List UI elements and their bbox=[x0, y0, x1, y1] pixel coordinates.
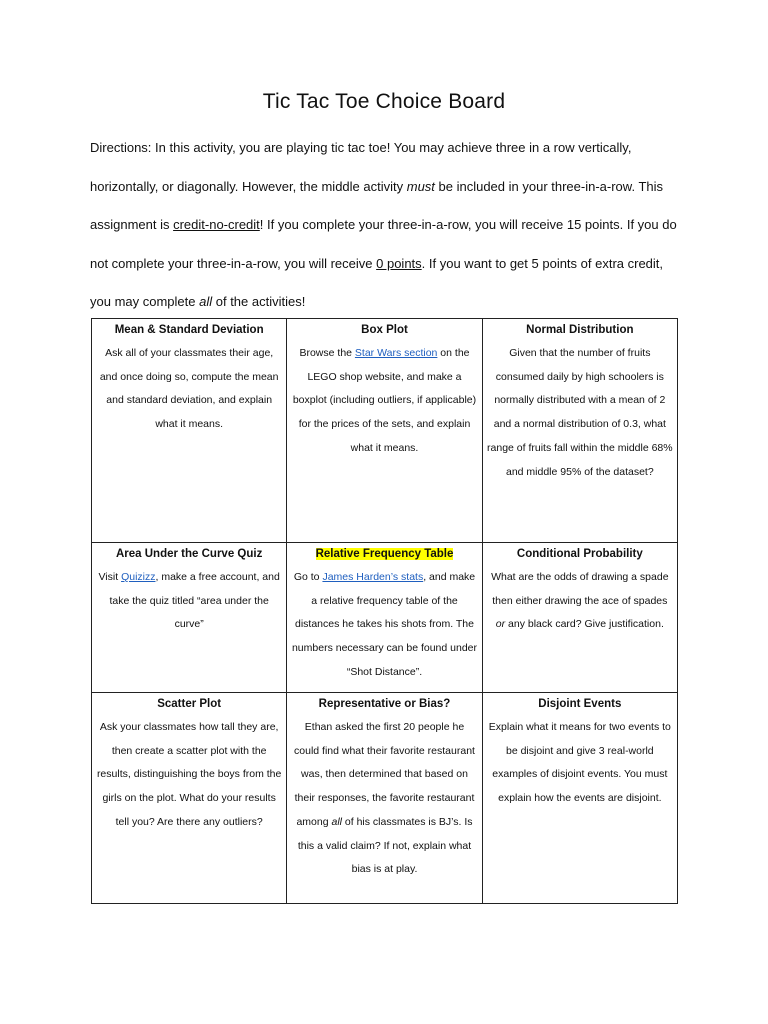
cell-title: Representative or Bias? bbox=[318, 698, 451, 710]
cell-body-text: any black card? Give justification. bbox=[505, 618, 664, 631]
directions-text-2: be included in your three-in-a-row. This assignment is bbox=[90, 178, 664, 232]
cell-body: Ask all of your classmates their age, and once doing so, compute the mean and standard deviation, and explain what it means. bbox=[99, 347, 279, 431]
cell-body-text: Go to bbox=[293, 571, 323, 583]
emphasis-or: or bbox=[495, 618, 506, 631]
cell-title: Disjoint Events bbox=[538, 698, 622, 710]
cell-title: Normal Distribution bbox=[526, 324, 634, 336]
cell-normal-distribution bbox=[482, 319, 677, 543]
page-title: Tic Tac Toe Choice Board bbox=[262, 90, 506, 113]
cell-body bbox=[291, 342, 477, 461]
directions-underline-credit: credit-no-credit bbox=[173, 217, 260, 232]
cell-body-text: , and make a relative frequency table of the distances he takes his shots from. The numbers necessary can be found under “Shot Distance”. bbox=[291, 571, 478, 678]
cell-representative-or-bias bbox=[287, 693, 482, 904]
cell-body-text: Visit bbox=[98, 571, 122, 583]
directions-underline-zero-points: 0 points bbox=[376, 255, 422, 271]
directions-text-1: Directions: In this activity, you are playing tic tac toe! You may achieve three in a row vertically, horizontally, or diagonally. However, the middle activity bbox=[90, 140, 632, 194]
cell-title: Box Plot bbox=[361, 324, 408, 336]
star-wars-section-link[interactable]: Star Wars section bbox=[354, 347, 438, 359]
choice-board-table bbox=[91, 318, 678, 904]
cell-body: Given that the number of fruits consumed daily by high schoolers is normally distributed with a mean of 2 and a normal distribution of 0.3, what range of fruits fall within the middle 68% and middle 95% of the dataset? bbox=[487, 347, 673, 478]
cell-body-text: Ethan asked the first 20 people he could find what their favorite restaurant was, then determined that based on their responses, the favorite restaurant among bbox=[294, 721, 475, 828]
board-row-3 bbox=[92, 693, 678, 904]
cell-area-under-curve-quiz bbox=[92, 543, 287, 693]
board-row-2 bbox=[92, 543, 678, 693]
cell-scatter-plot bbox=[92, 693, 287, 904]
cell-box-plot bbox=[287, 319, 482, 543]
cell-title: Conditional Probability bbox=[516, 548, 643, 560]
cell-body bbox=[96, 566, 282, 637]
cell-conditional-probability bbox=[482, 543, 677, 693]
cell-body bbox=[291, 566, 477, 685]
quizizz-link[interactable]: Quizizz bbox=[121, 571, 156, 583]
cell-title: Scatter Plot bbox=[157, 698, 222, 710]
cell-body-text: , make a free account, and take the quiz titled “area under the curve” bbox=[109, 571, 280, 631]
cell-body bbox=[487, 566, 673, 637]
board-row-1 bbox=[92, 319, 678, 543]
directions-text-5: of the activities! bbox=[212, 294, 306, 309]
cell-body-text: on the LEGO shop website, and make a boxplot (including outliers, if applicable) for the prices of the sets, and explain what it means. bbox=[292, 347, 477, 454]
cell-title: Mean & Standard Deviation bbox=[114, 324, 264, 336]
cell-body-text: Browse the bbox=[299, 347, 355, 359]
cell-relative-frequency-table bbox=[287, 543, 482, 693]
directions-text-4: . If you want to get 5 points of extra credit, you may complete bbox=[90, 255, 664, 309]
cell-disjoint-events bbox=[482, 693, 677, 904]
directions-text-3: ! If you complete your three-in-a-row, you will receive 15 points. If you do not complete your three-in-a-row, you will receive bbox=[90, 217, 677, 271]
cell-mean-standard-deviation bbox=[92, 319, 287, 543]
directions-paragraph bbox=[90, 129, 682, 322]
cell-body: Ask your classmates how tall they are, then create a scatter plot with the results, distinguishing the boys from the girls on the plot. What do your results tell you? Are there any outliers? bbox=[96, 721, 282, 828]
cell-body bbox=[291, 716, 477, 882]
directions-emphasis-all: all bbox=[199, 294, 213, 309]
directions-emphasis-must: must bbox=[406, 178, 435, 194]
cell-title: Area Under the Curve Quiz bbox=[115, 548, 263, 560]
highlighted-title: Relative Frequency Table bbox=[315, 548, 454, 560]
cell-body-text: What are the odds of drawing a spade then either drawing the ace of spades bbox=[491, 571, 669, 607]
cell-body-text: of his classmates is BJ’s. Is this a valid claim? If not, explain what bias is at play. bbox=[297, 815, 473, 876]
cell-title bbox=[291, 543, 477, 566]
cell-body: Explain what it means for two events to be disjoint and give 3 real-world examples of disjoint events. You must explain how the events are disjoint. bbox=[488, 721, 671, 805]
james-harden-stats-link[interactable]: James Harden’s stats bbox=[322, 571, 424, 583]
emphasis-all: all bbox=[331, 815, 342, 828]
